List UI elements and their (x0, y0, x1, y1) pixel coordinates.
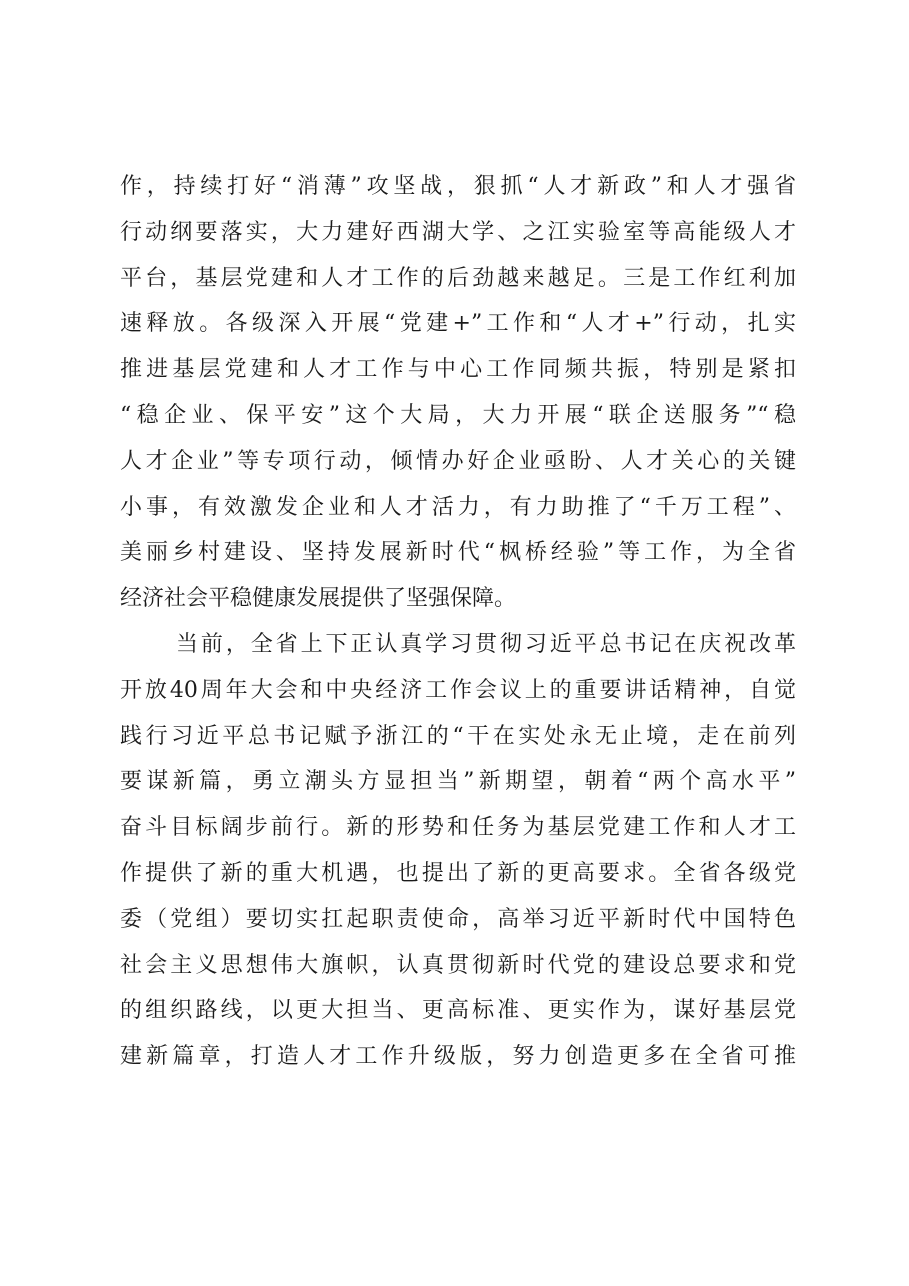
paragraph-2-line-8: 社会主义思想伟大旗帜，认真贯彻新时代党的建设总要求和党 (120, 952, 796, 978)
paragraph-1-line-1: 作，持续打好“消薄”攻坚战，狠抓“人才新政”和人才强省 (120, 174, 796, 199)
paragraph-2-line-6: 作提供了新的重大机遇，也提出了新的更高要求。全省各级党 (120, 860, 796, 886)
paragraph-2-line-1: 当前，全省上下正认真学习贯彻习近平总书记在庆祝改革 (176, 631, 796, 657)
body-text (120, 164, 796, 1080)
paragraph-2-line-4: 要谋新篇，勇立潮头方显担当”新期望，朝着“两个高水平” (120, 769, 796, 795)
paragraph-2-line-3: 践行习近平总书记赋予浙江的“干在实处永无止境，走在前列 (120, 723, 796, 749)
paragraph-1-line-6: “稳企业、保平安”这个大局，大力开展“联企送服务”“稳 (120, 402, 796, 428)
paragraph-1-line-9: 美丽乡村建设、坚持发展新时代“枫桥经验”等工作，为全省 (120, 540, 796, 566)
paragraph-1-line-4: 速释放。各级深入开展“党建+”工作和“人才+”行动，扎实 (120, 311, 796, 337)
paragraph-1-line-7: 人才企业”等专项行动，倾情办好企业亟盼、人才关心的关键 (120, 448, 796, 474)
paragraph-2-line-7: 委（党组）要切实扛起职责使命，高举习近平新时代中国特色 (120, 906, 796, 932)
paragraph-1-line-2: 行动纲要落实，大力建好西湖大学、之江实验室等高能级人才 (120, 219, 796, 245)
paragraph-1-line-5: 推进基层党建和人才工作与中心工作同频共振，特别是紧扣 (120, 357, 796, 383)
paragraph-2-line-5: 奋斗目标阔步前行。新的形势和任务为基层党建工作和人才工 (120, 815, 796, 841)
paragraph-1-line-3: 平台，基层党建和人才工作的后劲越来越足。三是工作红利加 (120, 265, 796, 291)
paragraph-2-line-2: 开放40周年大会和中央经济工作会议上的重要讲话精神，自觉 (120, 677, 796, 703)
paragraph-2-line-9: 的组织路线，以更大担当、更高标准、更实作为，谋好基层党 (120, 998, 796, 1024)
paragraph-2-line-10: 建新篇章，打造人才工作升级版，努力创造更多在全省可推 (120, 1044, 796, 1070)
paragraph-1-line-8: 小事，有效激发企业和人才活力，有力助推了“千万工程”、 (120, 494, 796, 520)
paragraph-1-line-10: 经济社会平稳健康发展提供了坚强保障。 (120, 586, 517, 612)
